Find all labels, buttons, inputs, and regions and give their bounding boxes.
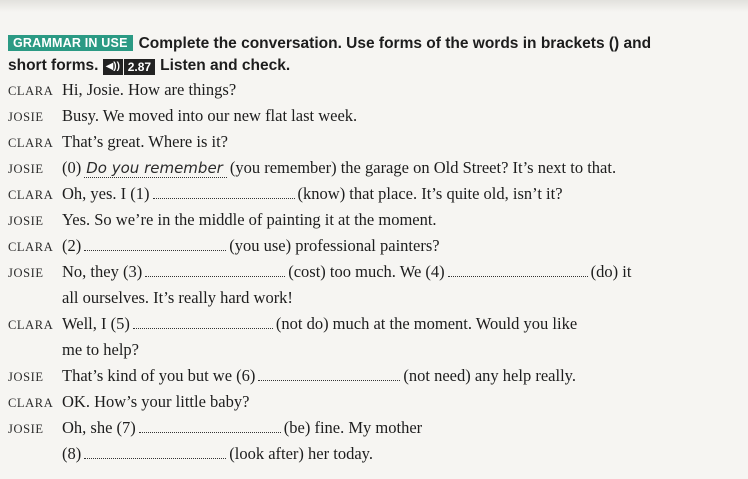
instruction-text-2: short forms. xyxy=(8,57,99,74)
instruction-line-2 xyxy=(8,55,738,77)
dialogue-text-part: (you remember) the garage on Old Street? It’s next to that. xyxy=(229,158,617,177)
dialogue-line xyxy=(0,234,740,258)
dialogue-line xyxy=(0,182,740,206)
dialogue-text-part: That’s great. Where is it? xyxy=(62,132,229,151)
dialogue-text-part: Hi, Josie. How are things? xyxy=(62,80,237,99)
dialogue-text xyxy=(62,182,563,206)
dialogue-text-part: Well, I (5) xyxy=(62,314,130,333)
instruction-line-1 xyxy=(8,33,738,55)
dialogue-text xyxy=(62,286,293,310)
dialogue-text-part: (8) xyxy=(62,444,82,463)
dialogue-line xyxy=(0,364,740,388)
speaker-label: CLARA xyxy=(8,396,54,410)
dialogue-text-part: (not need) any help really. xyxy=(403,366,576,385)
audio-track-button[interactable] xyxy=(103,59,155,75)
dialogue-text xyxy=(62,338,139,362)
dialogue-text xyxy=(62,234,440,258)
speaker-label: JOSIE xyxy=(8,422,44,436)
dialogue-text xyxy=(62,78,236,102)
speaker-label: CLARA xyxy=(8,84,54,98)
dialogue-text-part: Yes. So we’re in the middle of painting it at the moment. xyxy=(62,210,437,229)
dialogue-text-part: Busy. We moved into our new flat last week. xyxy=(62,106,358,125)
dialogue-text-part: (look after) her today. xyxy=(229,444,373,463)
grammar-in-use-badge: GRAMMAR IN USE xyxy=(8,35,133,51)
dialogue-line xyxy=(0,260,740,284)
speaker-label: JOSIE xyxy=(8,266,44,280)
dialogue-line xyxy=(0,312,740,336)
dialogue-text-part: (2) xyxy=(62,236,82,255)
dialogue-text-part: Oh, yes. I (1) xyxy=(62,184,150,203)
dialogue-line xyxy=(0,390,740,414)
dialogue-text-part: (0) xyxy=(62,158,82,177)
answer-blank-8[interactable] xyxy=(84,444,226,459)
dialogue-text-part: No, they (3) xyxy=(62,262,143,281)
dialogue-line xyxy=(0,156,740,180)
speaker-label: CLARA xyxy=(8,318,54,332)
dialogue-text-part: (be) fine. My mother xyxy=(283,418,423,437)
speaker-label: CLARA xyxy=(8,136,54,150)
speaker-label: JOSIE xyxy=(8,214,44,228)
dialogue-text-part: (cost) too much. We (4) xyxy=(288,262,445,281)
answer-blank-4[interactable] xyxy=(448,262,588,277)
dialogue-line xyxy=(0,286,740,310)
answer-blank-1[interactable] xyxy=(153,184,295,199)
answer-blank-6[interactable] xyxy=(258,366,400,381)
answer-blank-2[interactable] xyxy=(84,236,226,251)
dialogue-text-part: OK. How’s your little baby? xyxy=(62,392,250,411)
audio-track-number: 2.87 xyxy=(124,59,155,75)
answer-blank-7[interactable] xyxy=(139,418,281,433)
dialogue-text xyxy=(62,390,249,414)
instruction-text: Complete the conversation. Use forms of the words in brackets () and xyxy=(138,35,652,52)
speaker-icon: ◀)) xyxy=(103,59,123,75)
dialogue-line xyxy=(0,442,740,466)
speaker-label: JOSIE xyxy=(8,110,44,124)
dialogue-line xyxy=(0,416,740,440)
dialogue-text-part: That’s kind of you but we (6) xyxy=(62,366,256,385)
dialogue-text xyxy=(62,104,357,128)
listen-and-check-text: Listen and check. xyxy=(160,57,291,74)
speaker-label: JOSIE xyxy=(8,370,44,384)
dialogue-text xyxy=(62,416,422,440)
dialogue-text xyxy=(62,364,576,388)
dialogue-text-part: (you use) professional painters? xyxy=(229,236,440,255)
dialogue-line xyxy=(0,208,740,232)
exercise-header xyxy=(8,33,738,77)
dialogue-text-part: (not do) much at the moment. Would you like xyxy=(275,314,578,333)
dialogue-text xyxy=(62,208,437,232)
answer-blank-3[interactable] xyxy=(145,262,285,277)
dialogue-line xyxy=(0,338,740,362)
dialogue-text xyxy=(62,130,228,154)
dialogue-text-part: (know) that place. It’s quite old, isn’t it? xyxy=(297,184,563,203)
speaker-label: CLARA xyxy=(8,240,54,254)
dialogue-text xyxy=(62,312,577,336)
dialogue-line xyxy=(0,130,740,154)
dialogue-text xyxy=(62,260,631,284)
dialogue-text-part: (do) it xyxy=(590,262,632,281)
dialogue-text xyxy=(62,156,616,180)
dialogue-text-part: me to help? xyxy=(62,340,139,359)
speaker-label: CLARA xyxy=(8,188,54,202)
dialogue-text-part: Oh, she (7) xyxy=(62,418,136,437)
answer-blank-5[interactable] xyxy=(133,314,273,329)
dialogue-line xyxy=(0,104,740,128)
speaker-label: JOSIE xyxy=(8,162,44,176)
dialogue-text-part: all ourselves. It’s really hard work! xyxy=(62,288,293,307)
dialogue-line xyxy=(0,78,740,102)
dialogue-text xyxy=(62,442,373,466)
example-answer: Do you remember xyxy=(84,159,227,178)
